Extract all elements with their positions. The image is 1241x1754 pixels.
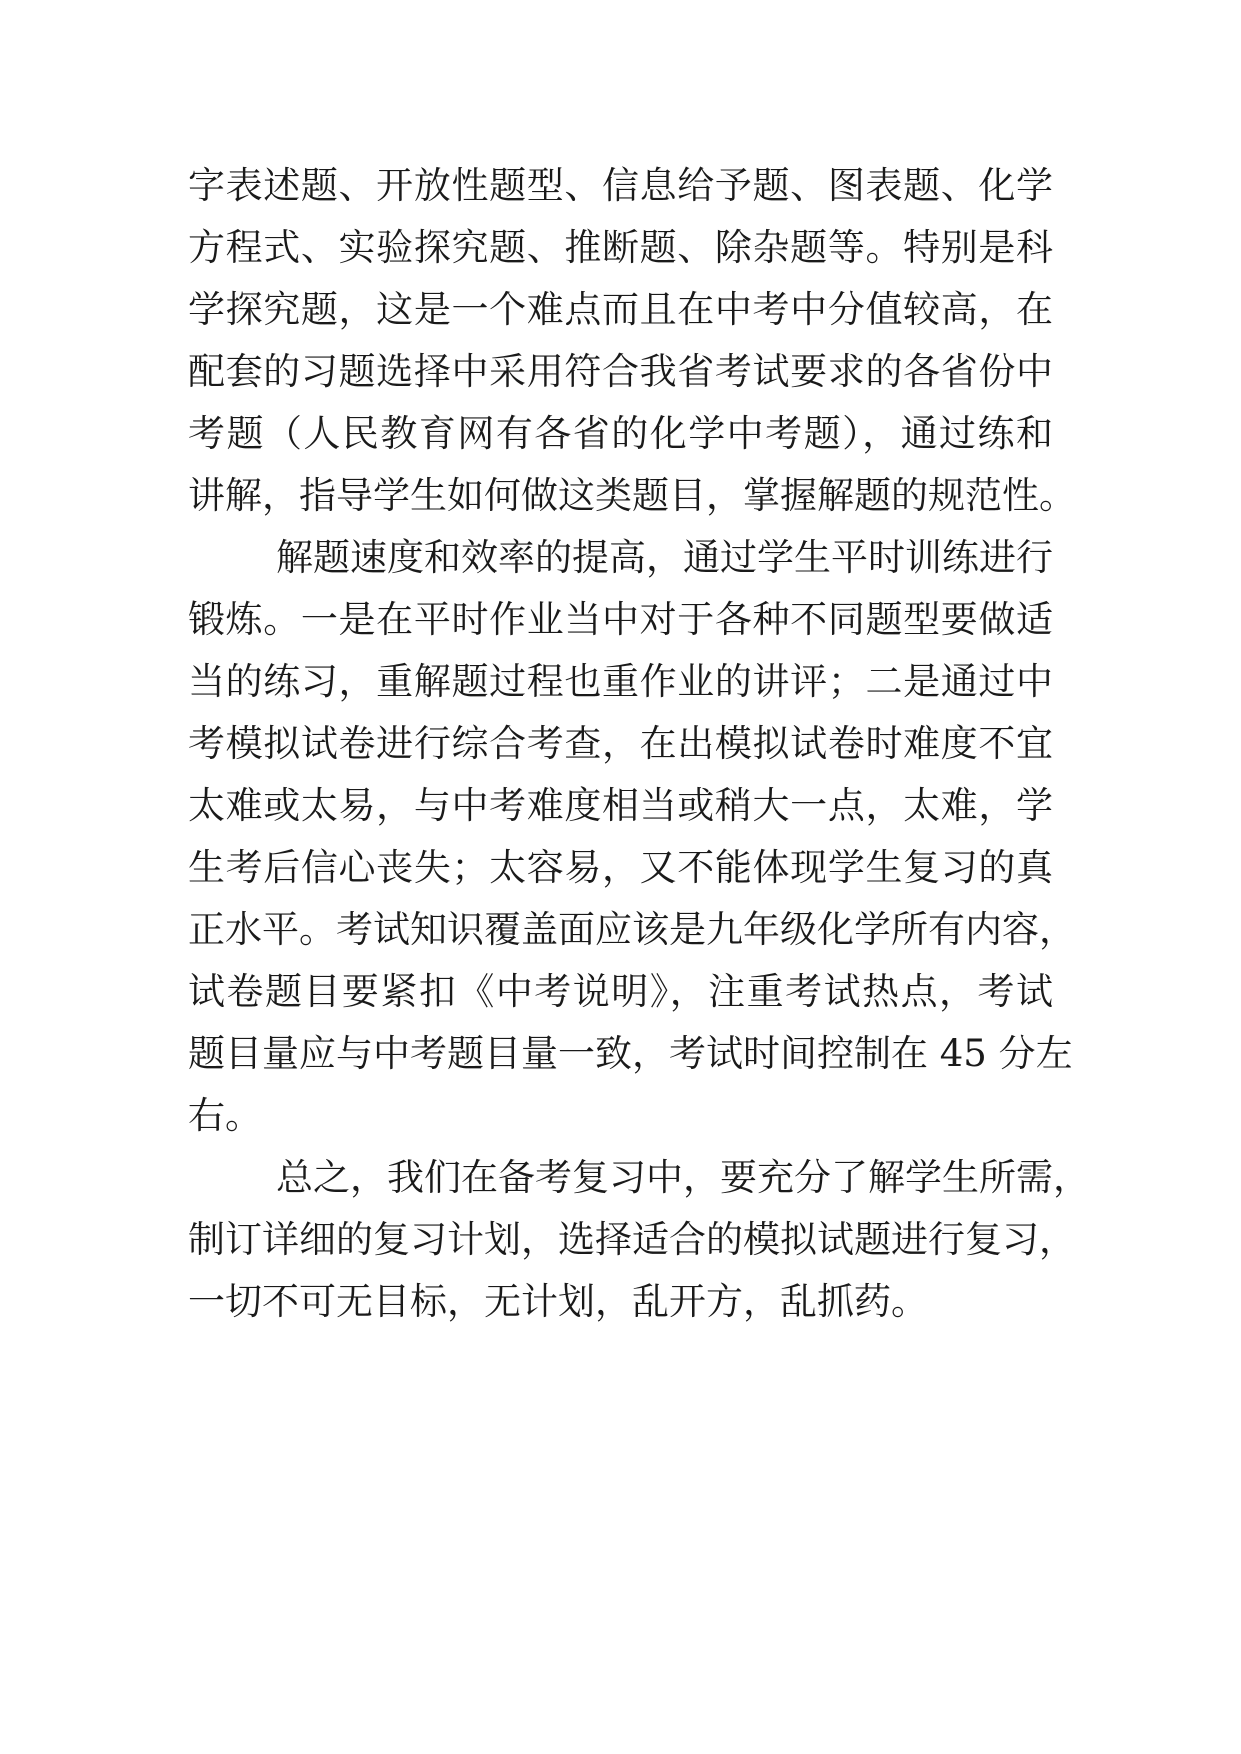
paragraph-conclusion <box>188 1147 1090 1333</box>
paragraph-question-types <box>188 155 1076 527</box>
text-line: 太难或太易，与中考难度相当或稍大一点，太难，学 <box>188 784 1053 827</box>
text-line: 配套的习题选择中采用符合我省考试要求的各省份中 <box>188 350 1053 393</box>
body-text <box>188 155 1090 1333</box>
text-line: 锻炼。一是在平时作业当中对于各种不同题型要做适 <box>188 598 1053 641</box>
text-line: 生考后信心丧失；太容易，又不能体现学生复习的真 <box>188 846 1053 889</box>
text-line: 讲解，指导学生如何做这类题目，掌握解题的规范性。 <box>188 474 1076 517</box>
text-line: 试卷题目要紧扣《中考说明》，注重考试热点，考试 <box>188 970 1053 1013</box>
text-line: 字表述题、开放性题型、信息给予题、图表题、化学 <box>188 164 1053 207</box>
text-line: 一切不可无目标，无计划，乱开方，乱抓药。 <box>188 1280 928 1323</box>
text-line: 解题速度和效率的提高，通过学生平时训练进行 <box>276 536 1053 579</box>
text-line: 当的练习，重解题过程也重作业的讲评；二是通过中 <box>188 660 1053 703</box>
text-line: 题目量应与中考题目量一致，考试时间控制在 45 分左 <box>188 1032 1073 1075</box>
text-line: 右。 <box>188 1094 262 1137</box>
text-line: 学探究题，这是一个难点而且在中考中分值较高，在 <box>188 288 1053 331</box>
text-line: 制订详细的复习计划，选择适合的模拟试题进行复习， <box>188 1218 1076 1261</box>
text-line: 总之，我们在备考复习中，要充分了解学生所需， <box>276 1156 1090 1199</box>
text-line: 考模拟试卷进行综合考查，在出模拟试卷时难度不宜 <box>188 722 1053 765</box>
paragraph-speed-efficiency <box>188 527 1076 1147</box>
text-line: 正水平。考试知识覆盖面应该是九年级化学所有内容， <box>188 908 1076 951</box>
text-line: 考题（人民教育网有各省的化学中考题），通过练和 <box>188 412 1053 455</box>
text-line: 方程式、实验探究题、推断题、除杂题等。特别是科 <box>188 226 1053 269</box>
